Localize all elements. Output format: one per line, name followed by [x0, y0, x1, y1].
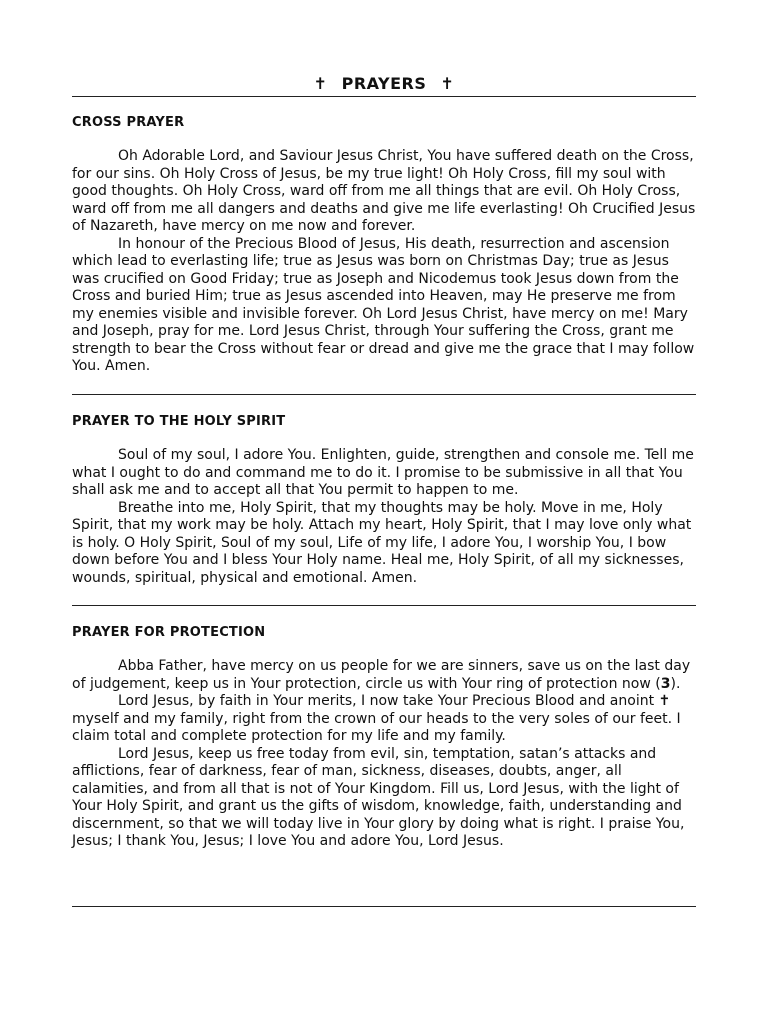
section-protection — [72, 625, 696, 851]
divider — [72, 906, 696, 907]
paragraph-text: Abba Father, have mercy on us people for we are sinners, save us on the last day of judgement, keep us in Your protection, circle us with Your ring of protection now ( — [72, 658, 691, 692]
repeat-count: 3 — [660, 675, 671, 692]
cross-icon: ✝ — [313, 74, 328, 93]
section-cross-prayer — [72, 115, 696, 376]
paragraph: In honour of the Precious Blood of Jesus, His death, resurrection and ascension which lead to everlasting life; true as Jesus was born on Christmas Day; true as Jesus was crucified on Good Friday; true as Joseph and Nicodemus took Jesus down from the Cross and buried Him; true as Jesus ascended into Heaven, may He preserve me from my enemies visible and invisible forever. Oh Lord Jesus Christ, have mercy on me! Mary and Joseph, pray for me. Lord Jesus Christ, through Your suffering the Cross, grant me strength to bear the Cross without fear or dread and give me the grace that I may follow You. Amen. — [72, 235, 695, 374]
divider — [72, 605, 696, 606]
paragraph-text: myself and my family, right from the crown of our heads to the very soles of our feet. I claim total and complete protection for my life and my family. — [72, 710, 681, 744]
paragraph-text: Lord Jesus, by faith in Your merits, I now take Your Precious Blood and anoint — [118, 693, 659, 709]
paragraph-text: ). — [670, 675, 681, 692]
paragraph: Soul of my soul, I adore You. Enlighten, guide, strengthen and console me. Tell me what I ought to do and command me to do it. I promise to be submissive in all that You shall ask me and to accept all that You permit to happen to me. — [72, 447, 694, 498]
section-holy-spirit — [72, 414, 696, 587]
page-title — [72, 74, 696, 94]
divider — [72, 394, 696, 395]
paragraph: Breathe into me, Holy Spirit, that my thoughts may be holy. Move in me, Holy Spirit, that my work may be holy. Attach my heart, Holy Spirit, that I may love only what is holy. O Holy Spirit, Soul of my soul, Life of my life, I adore You, I worship You, I bow down before You and I bless Your Holy name. Heal me, Holy Spirit, of all my sicknesses, wounds, spiritual, physical and emotional. Amen. — [72, 499, 692, 586]
paragraph — [72, 693, 696, 746]
paragraph — [72, 658, 696, 693]
section-heading: CROSS PRAYER — [72, 115, 185, 130]
paragraph: Lord Jesus, keep us free today from evil, sin, temptation, satan’s attacks and afflictions, fear of darkness, fear of man, sickness, diseases, doubts, anger, all calamities, and from all that is not of Your Kingdom. Fill us, Lord Jesus, with the light of Your Holy Spirit, and grant us the gifts of wisdom, knowledge, faith, understanding and discernment, so that we will today live in Your glory by doing what is right. I praise You, Jesus; I thank You, Jesus; I love You and adore You, Lord Jesus. — [72, 745, 685, 849]
section-heading: PRAYER FOR PROTECTION — [72, 625, 266, 640]
section-heading: PRAYER TO THE HOLY SPIRIT — [72, 414, 286, 429]
divider — [72, 96, 696, 97]
cross-icon: ✝ — [440, 74, 455, 93]
paragraph: Oh Adorable Lord, and Saviour Jesus Christ, You have suffered death on the Cross, for our sins. Oh Holy Cross of Jesus, be my true light! Oh Holy Cross, fill my soul with good thoughts. Oh Holy Cross, ward off from me all things that are evil. Oh Holy Cross, ward off from me all dangers and deaths and give me life everlasting! Oh Crucified Jesus of Nazareth, have mercy on me now and forever. — [72, 148, 696, 234]
cross-icon: ✝ — [658, 693, 671, 709]
page-title-text: PRAYERS — [341, 74, 427, 93]
